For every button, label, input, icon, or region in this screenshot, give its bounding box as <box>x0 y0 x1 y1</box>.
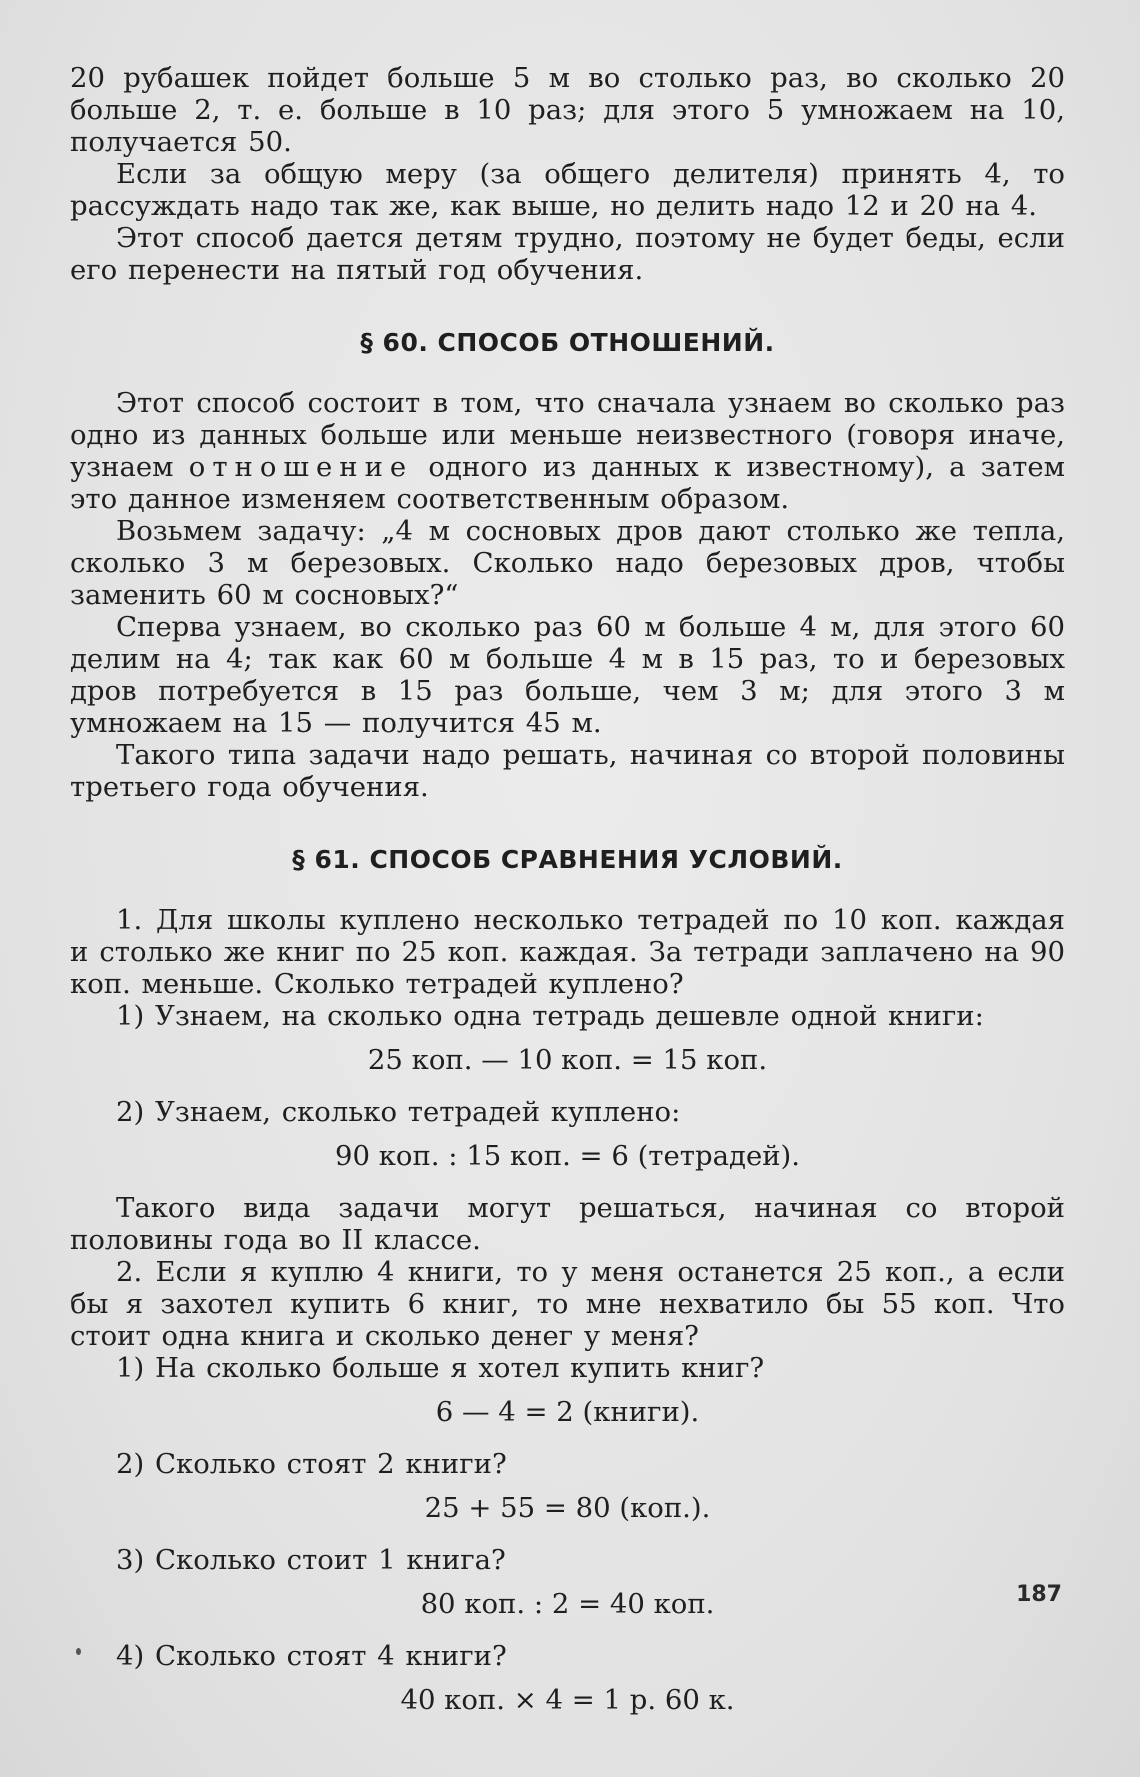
problem-1-step-2: 2) Узнаем, сколько тетрадей куплено: <box>116 1096 681 1128</box>
problem-2-equation-3: 80 коп. : 2 = 40 коп. <box>420 1588 715 1620</box>
problem-1-note: Такого вида задачи могут решаться, начиная со второй половины года во II классе. <box>70 1192 1065 1256</box>
section-60-heading: § 60. СПОСОБ ОТНОШЕНИЙ. <box>360 328 775 357</box>
problem-2-equation-4: 40 коп. × 4 = 1 р. 60 к. <box>400 1684 735 1716</box>
section-60-p1-end: одного из данных к известному), а затем это данное изменяем соответственным образом. <box>70 451 1066 515</box>
page-number: 187 <box>1016 1582 1062 1607</box>
intro-paragraph-1: 20 рубашек пойдет больше 5 м во столько раз, во сколько 20 больше 2, т. е. больше в 10 раз; для этого 5 умножаем на 10, получается 50. <box>70 62 1065 158</box>
intro-paragraph-2: Если за общую меру (за общего делителя) принять 4, то рассуждать надо так же, как выше, но делить надо 12 и 20 на 4. <box>70 158 1065 222</box>
problem-2-step-2: 2) Сколько стоят 2 книги? <box>116 1448 507 1480</box>
problem-1-step-1: 1) Узнаем, на сколько одна тетрадь дешевле одной книги: <box>116 1000 984 1032</box>
page-content <box>70 62 1065 1736</box>
problem-2-step-1: 1) На сколько больше я хотел купить книг? <box>116 1352 765 1384</box>
section-60-paragraph-2: Возьмем задачу: „4 м сосновых дров дают столько же тепла, сколько 3 м березовых. Сколько надо березовых дров, чтобы заменить 60 м сосновых?“ <box>70 515 1065 611</box>
problem-2-step-3: 3) Сколько стоит 1 книга? <box>116 1544 506 1576</box>
section-60-paragraph-1 <box>70 387 1065 515</box>
section-60-paragraph-4: Такого типа задачи надо решать, начиная со второй половины третьего года обучения. <box>70 739 1065 803</box>
problem-1-equation-1: 25 коп. — 10 коп. = 15 коп. <box>367 1044 768 1076</box>
section-61-heading: § 61. СПОСОБ СРАВНЕНИЯ УСЛОВИЙ. <box>292 845 843 874</box>
section-60-paragraph-3: Сперва узнаем, во сколько раз 60 м больше 4 м, для этого 60 делим на 4; так как 60 м больше 4 м в 15 раз, то и березовых дров потребуется в 15 раз больше, чем 3 м; для этого 3 м умножаем на 15 — получится 45 м. <box>70 611 1065 739</box>
problem-2-equation-2: 25 + 55 = 80 (коп.). <box>424 1492 711 1524</box>
problem-2-text: 2. Если я куплю 4 книги, то у меня останется 25 коп., а если бы я захотел купить 6 книг, то мне нехватило бы 55 коп. Что стоит одна книга и сколько денег у меня? <box>70 1256 1065 1352</box>
problem-1-text: 1. Для школы куплено несколько тетрадей по 10 коп. каждая и столько же книг по 25 коп. каждая. За тетради заплачено на 90 коп. меньше. Сколько тетрадей куплено? <box>70 904 1065 1000</box>
section-60-p1-start: Этот способ состоит в том, что сначала узнаем во сколько раз одно из данных больше или меньше неизвестного (говоря иначе, узнаем <box>70 387 1065 483</box>
emphasized-term: отношение <box>188 451 414 483</box>
print-speck <box>76 1648 81 1655</box>
problem-2-step-4: 4) Сколько стоят 4 книги? <box>116 1640 507 1672</box>
problem-2-equation-1: 6 — 4 = 2 (книги). <box>435 1396 700 1428</box>
intro-paragraph-3: Этот способ дается детям трудно, поэтому не будет беды, если его перенести на пятый год обучения. <box>70 222 1065 286</box>
problem-1-equation-2: 90 коп. : 15 коп. = 6 (тетрадей). <box>334 1140 801 1172</box>
